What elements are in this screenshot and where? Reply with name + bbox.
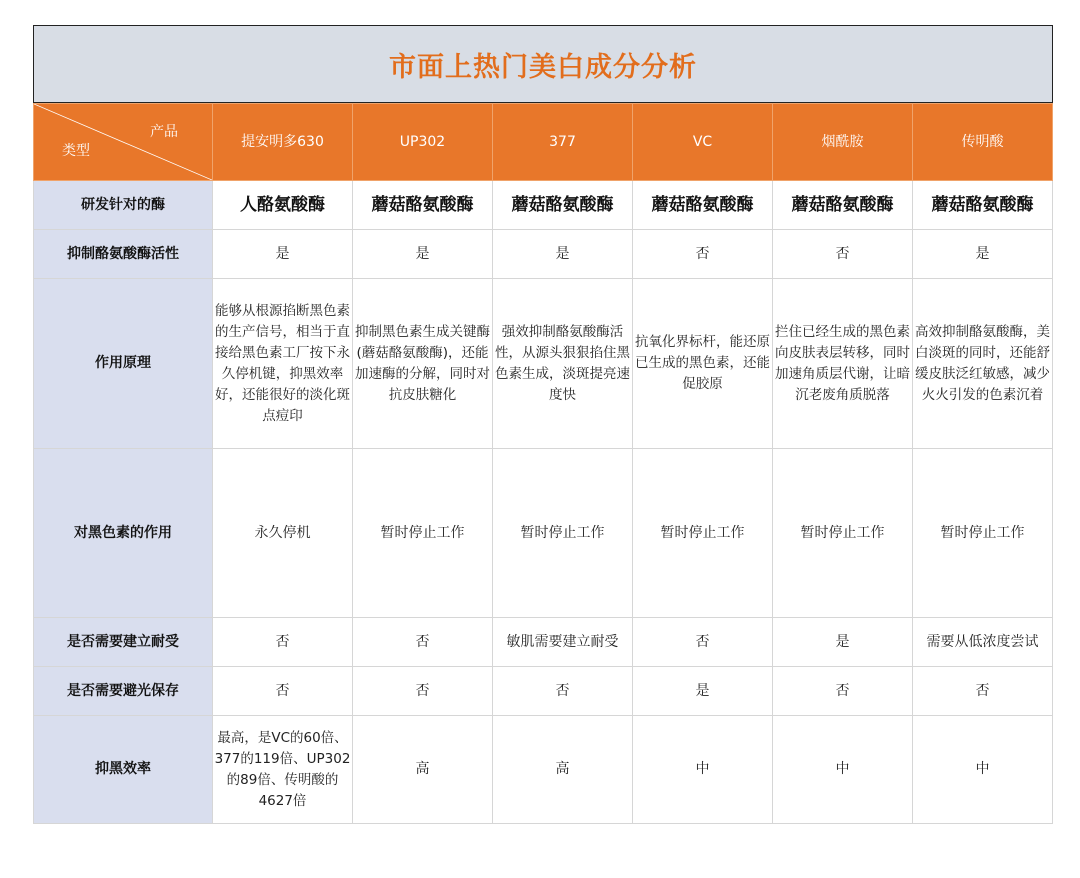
product-header: 377 <box>493 104 633 181</box>
table-cell: 蘑菇酪氨酸酶 <box>493 181 633 230</box>
row-label: 作用原理 <box>34 279 213 449</box>
row-label: 是否需要建立耐受 <box>34 618 213 667</box>
table-cell: 中 <box>913 716 1053 824</box>
header-row <box>34 104 1053 181</box>
table-cell: 否 <box>633 230 773 279</box>
row-label: 对黑色素的作用 <box>34 449 213 618</box>
table-cell: 是 <box>773 618 913 667</box>
table-cell: 人酪氨酸酶 <box>213 181 353 230</box>
corner-label-product: 产品 <box>150 124 178 140</box>
table-cell: 蘑菇酪氨酸酶 <box>353 181 493 230</box>
table-cell: 蘑菇酪氨酸酶 <box>633 181 773 230</box>
table-row <box>34 230 1053 279</box>
table-cell: 抑制黑色素生成关键酶(蘑菇酪氨酸酶)，还能加速酶的分解，同时对抗皮肤糖化 <box>353 279 493 449</box>
table-cell: 能够从根源掐断黑色素的生产信号，相当于直接给黑色素工厂按下永久停机键，抑黑效率好，还能很好的淡化斑点痘印 <box>213 279 353 449</box>
product-header: 提安明多630 <box>213 104 353 181</box>
table-cell: 是 <box>353 230 493 279</box>
table-cell: 高效抑制酪氨酸酶，美白淡斑的同时，还能舒缓皮肤泛红敏感，减少火火引发的色素沉着 <box>913 279 1053 449</box>
table-cell: 暂时停止工作 <box>353 449 493 618</box>
table-row <box>34 667 1053 716</box>
product-header: VC <box>633 104 773 181</box>
table-row <box>34 279 1053 449</box>
table-row <box>34 716 1053 824</box>
table-cell: 蘑菇酪氨酸酶 <box>913 181 1053 230</box>
row-label: 是否需要避光保存 <box>34 667 213 716</box>
table-cell: 是 <box>213 230 353 279</box>
row-label: 研发针对的酶 <box>34 181 213 230</box>
title-bar <box>33 25 1053 103</box>
table-cell: 抗氧化界标杆，能还原已生成的黑色素，还能促胶原 <box>633 279 773 449</box>
table-cell: 高 <box>493 716 633 824</box>
comparison-table <box>33 103 1053 824</box>
table-cell: 否 <box>913 667 1053 716</box>
table-cell: 是 <box>633 667 773 716</box>
table-cell: 强效抑制酪氨酸酶活性，从源头狠狠掐住黑色素生成，淡斑提亮速度快 <box>493 279 633 449</box>
table-row <box>34 618 1053 667</box>
table-cell: 否 <box>353 667 493 716</box>
table-cell: 暂时停止工作 <box>493 449 633 618</box>
product-header: 传明酸 <box>913 104 1053 181</box>
table-cell: 拦住已经生成的黑色素向皮肤表层转移，同时加速角质层代谢，让暗沉老废角质脱落 <box>773 279 913 449</box>
comparison-sheet <box>33 25 1053 824</box>
table-cell: 最高，是VC的60倍、377的119倍、UP302的89倍、传明酸的4627倍 <box>213 716 353 824</box>
table-cell: 否 <box>773 667 913 716</box>
row-label: 抑制酪氨酸酶活性 <box>34 230 213 279</box>
table-cell: 否 <box>213 667 353 716</box>
corner-label-type: 类型 <box>62 143 90 159</box>
diagonal-divider <box>34 104 212 180</box>
table-cell: 暂时停止工作 <box>773 449 913 618</box>
table-cell: 是 <box>913 230 1053 279</box>
table-cell: 否 <box>633 618 773 667</box>
table-cell: 永久停机 <box>213 449 353 618</box>
table-row <box>34 181 1053 230</box>
table-row <box>34 449 1053 618</box>
table-cell: 高 <box>353 716 493 824</box>
table-cell: 暂时停止工作 <box>913 449 1053 618</box>
product-header: 烟酰胺 <box>773 104 913 181</box>
product-header: UP302 <box>353 104 493 181</box>
table-cell: 中 <box>633 716 773 824</box>
table-cell: 否 <box>493 667 633 716</box>
table-cell: 暂时停止工作 <box>633 449 773 618</box>
table-cell: 否 <box>353 618 493 667</box>
table-cell: 蘑菇酪氨酸酶 <box>773 181 913 230</box>
table-cell: 中 <box>773 716 913 824</box>
table-cell: 是 <box>493 230 633 279</box>
table-cell: 否 <box>213 618 353 667</box>
table-cell: 敏肌需要建立耐受 <box>493 618 633 667</box>
table-cell: 需要从低浓度尝试 <box>913 618 1053 667</box>
row-label: 抑黑效率 <box>34 716 213 824</box>
corner-header-cell <box>34 104 213 181</box>
table-cell: 否 <box>773 230 913 279</box>
page-title: 市面上热门美白成分分析 <box>389 51 697 83</box>
